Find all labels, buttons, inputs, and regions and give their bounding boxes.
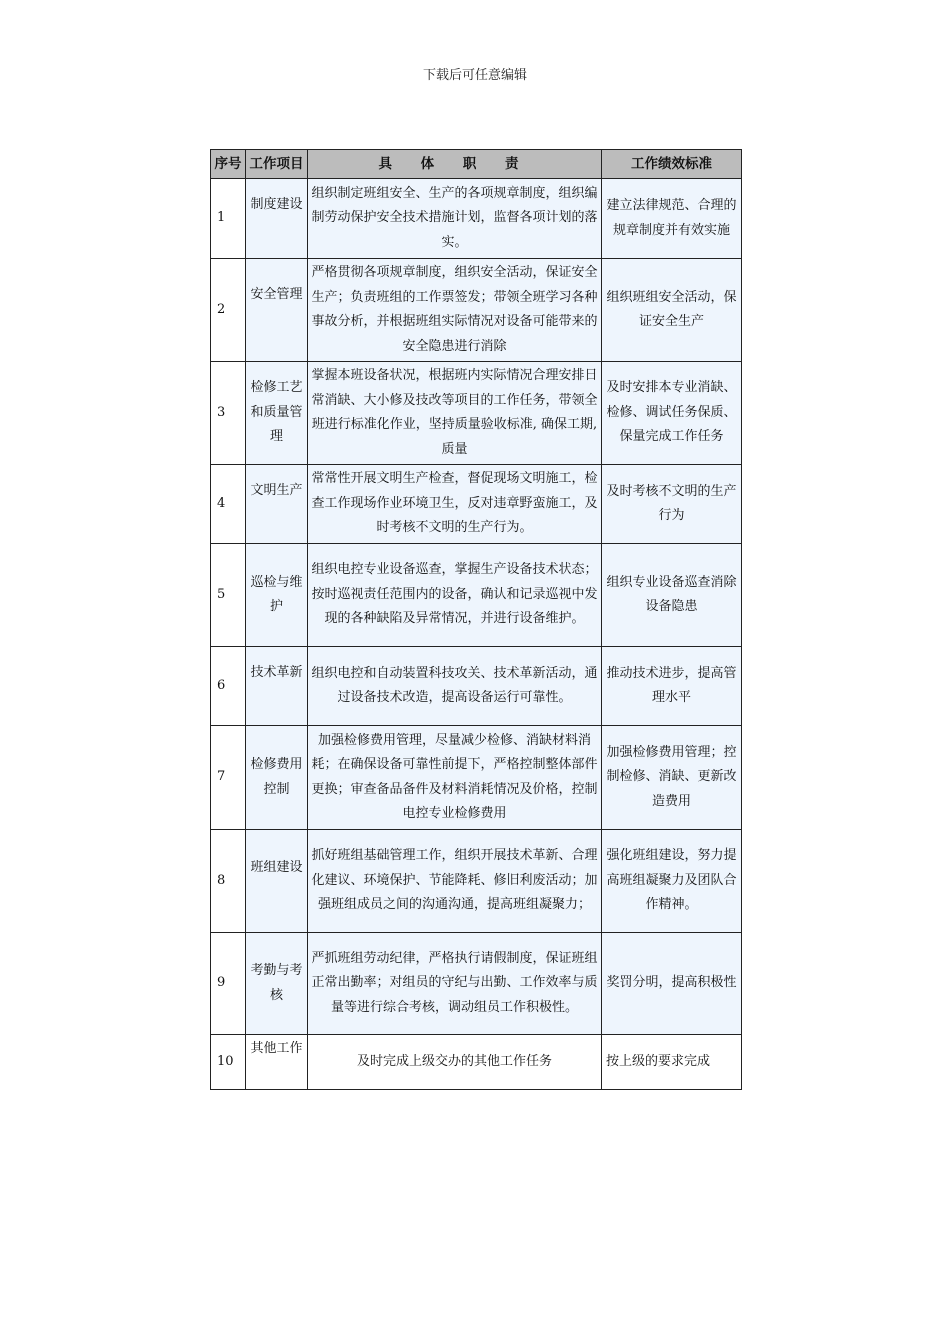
row-number: 9: [211, 933, 246, 1035]
row-number: 1: [211, 179, 246, 259]
table-row: [211, 726, 742, 830]
row-standard: 组织班组安全活动，保证安全生产: [602, 259, 742, 362]
row-duty: 加强检修费用管理，尽量减少检修、消缺材料消耗；在确保设备可靠性前提下，严格控制整体部件更换；审查备品备件及材料消耗情况及价格，控制电控专业检修费用: [308, 726, 602, 830]
row-work-item: 文明生产: [246, 465, 308, 544]
row-work-item: 班组建设: [246, 830, 308, 933]
row-duty: 及时完成上级交办的其他工作任务: [308, 1035, 602, 1090]
row-standard: 强化班组建设，努力提高班组凝聚力及团队合作精神。: [602, 830, 742, 933]
row-number: 7: [211, 726, 246, 830]
table-row: [211, 933, 742, 1035]
row-number: 6: [211, 647, 246, 726]
row-standard: 及时安排本专业消缺、检修、调试任务保质、保量完成工作任务: [602, 362, 742, 465]
page-header-note: 下载后可任意编辑: [422, 68, 527, 83]
header-performance-standard: 工作绩效标准: [602, 150, 742, 179]
row-standard: 加强检修费用管理；控制检修、消缺、更新改造费用: [602, 726, 742, 830]
table-row: [211, 465, 742, 544]
row-number: 3: [211, 362, 246, 465]
row-work-item: 技术革新: [246, 647, 308, 726]
table-row: [211, 1035, 742, 1090]
row-standard: 及时考核不文明的生产行为: [602, 465, 742, 544]
row-number: 2: [211, 259, 246, 362]
row-work-item: 制度建设: [246, 179, 308, 259]
table-header-row: [211, 150, 742, 179]
row-standard: 组织专业设备巡查消除设备隐患: [602, 544, 742, 647]
row-number: 4: [211, 465, 246, 544]
table-row: [211, 830, 742, 933]
table-row: [211, 259, 742, 362]
table-row: [211, 179, 742, 259]
row-number: 8: [211, 830, 246, 933]
row-work-item: 其他工作: [246, 1035, 308, 1090]
job-duty-table: [210, 149, 742, 1090]
row-standard: 奖罚分明，提高积极性: [602, 933, 742, 1035]
header-specific-duties: 具 体 职 责: [308, 150, 602, 179]
row-work-item: 检修工艺和质量管理: [246, 362, 308, 465]
table-row: [211, 544, 742, 647]
header-serial-number: 序号: [211, 150, 246, 179]
row-standard: 推动技术进步，提高管理水平: [602, 647, 742, 726]
row-work-item: 巡检与维护: [246, 544, 308, 647]
row-work-item: 检修费用控制: [246, 726, 308, 830]
table-row: [211, 362, 742, 465]
row-standard: 建立法律规范、合理的规章制度并有效实施: [602, 179, 742, 259]
row-number: 10: [211, 1035, 246, 1090]
row-duty: 常常性开展文明生产检查，督促现场文明施工，检查工作现场作业环境卫生，反对违章野蛮施工，及时考核不文明的生产行为。: [308, 465, 602, 544]
row-duty: 抓好班组基础管理工作，组织开展技术革新、合理化建议、环境保护、节能降耗、修旧利废活动；加强班组成员之间的沟通沟通，提高班组凝聚力；: [308, 830, 602, 933]
row-work-item: 考勤与考核: [246, 933, 308, 1035]
row-standard: 按上级的要求完成: [602, 1035, 742, 1090]
row-duty: 严抓班组劳动纪律，严格执行请假制度，保证班组正常出勤率；对组员的守纪与出勤、工作效率与质量等进行综合考核，调动组员工作积极性。: [308, 933, 602, 1035]
row-duty: 组织电控专业设备巡查，掌握生产设备技术状态；按时巡视责任范围内的设备，确认和记录巡视中发现的各种缺陷及异常情况，并进行设备维护。: [308, 544, 602, 647]
row-duty: 组织制定班组安全、生产的各项规章制度，组织编制劳动保护安全技术措施计划，监督各项计划的落实。: [308, 179, 602, 259]
row-number: 5: [211, 544, 246, 647]
row-duty: 严格贯彻各项规章制度，组织安全活动，保证安全生产；负责班组的工作票签发；带领全班学习各种事故分析，并根据班组实际情况对设备可能带来的安全隐患进行消除: [308, 259, 602, 362]
table-row: [211, 647, 742, 726]
row-duty: 掌握本班设备状况，根据班内实际情况合理安排日常消缺、大小修及技改等项目的工作任务，带领全班进行标准化作业，坚持质量验收标准, 确保工期, 质量: [308, 362, 602, 465]
header-work-item: 工作项目: [246, 150, 308, 179]
row-work-item: 安全管理: [246, 259, 308, 362]
row-duty: 组织电控和自动装置科技攻关、技术革新活动，通过设备技术改造，提高设备运行可靠性。: [308, 647, 602, 726]
